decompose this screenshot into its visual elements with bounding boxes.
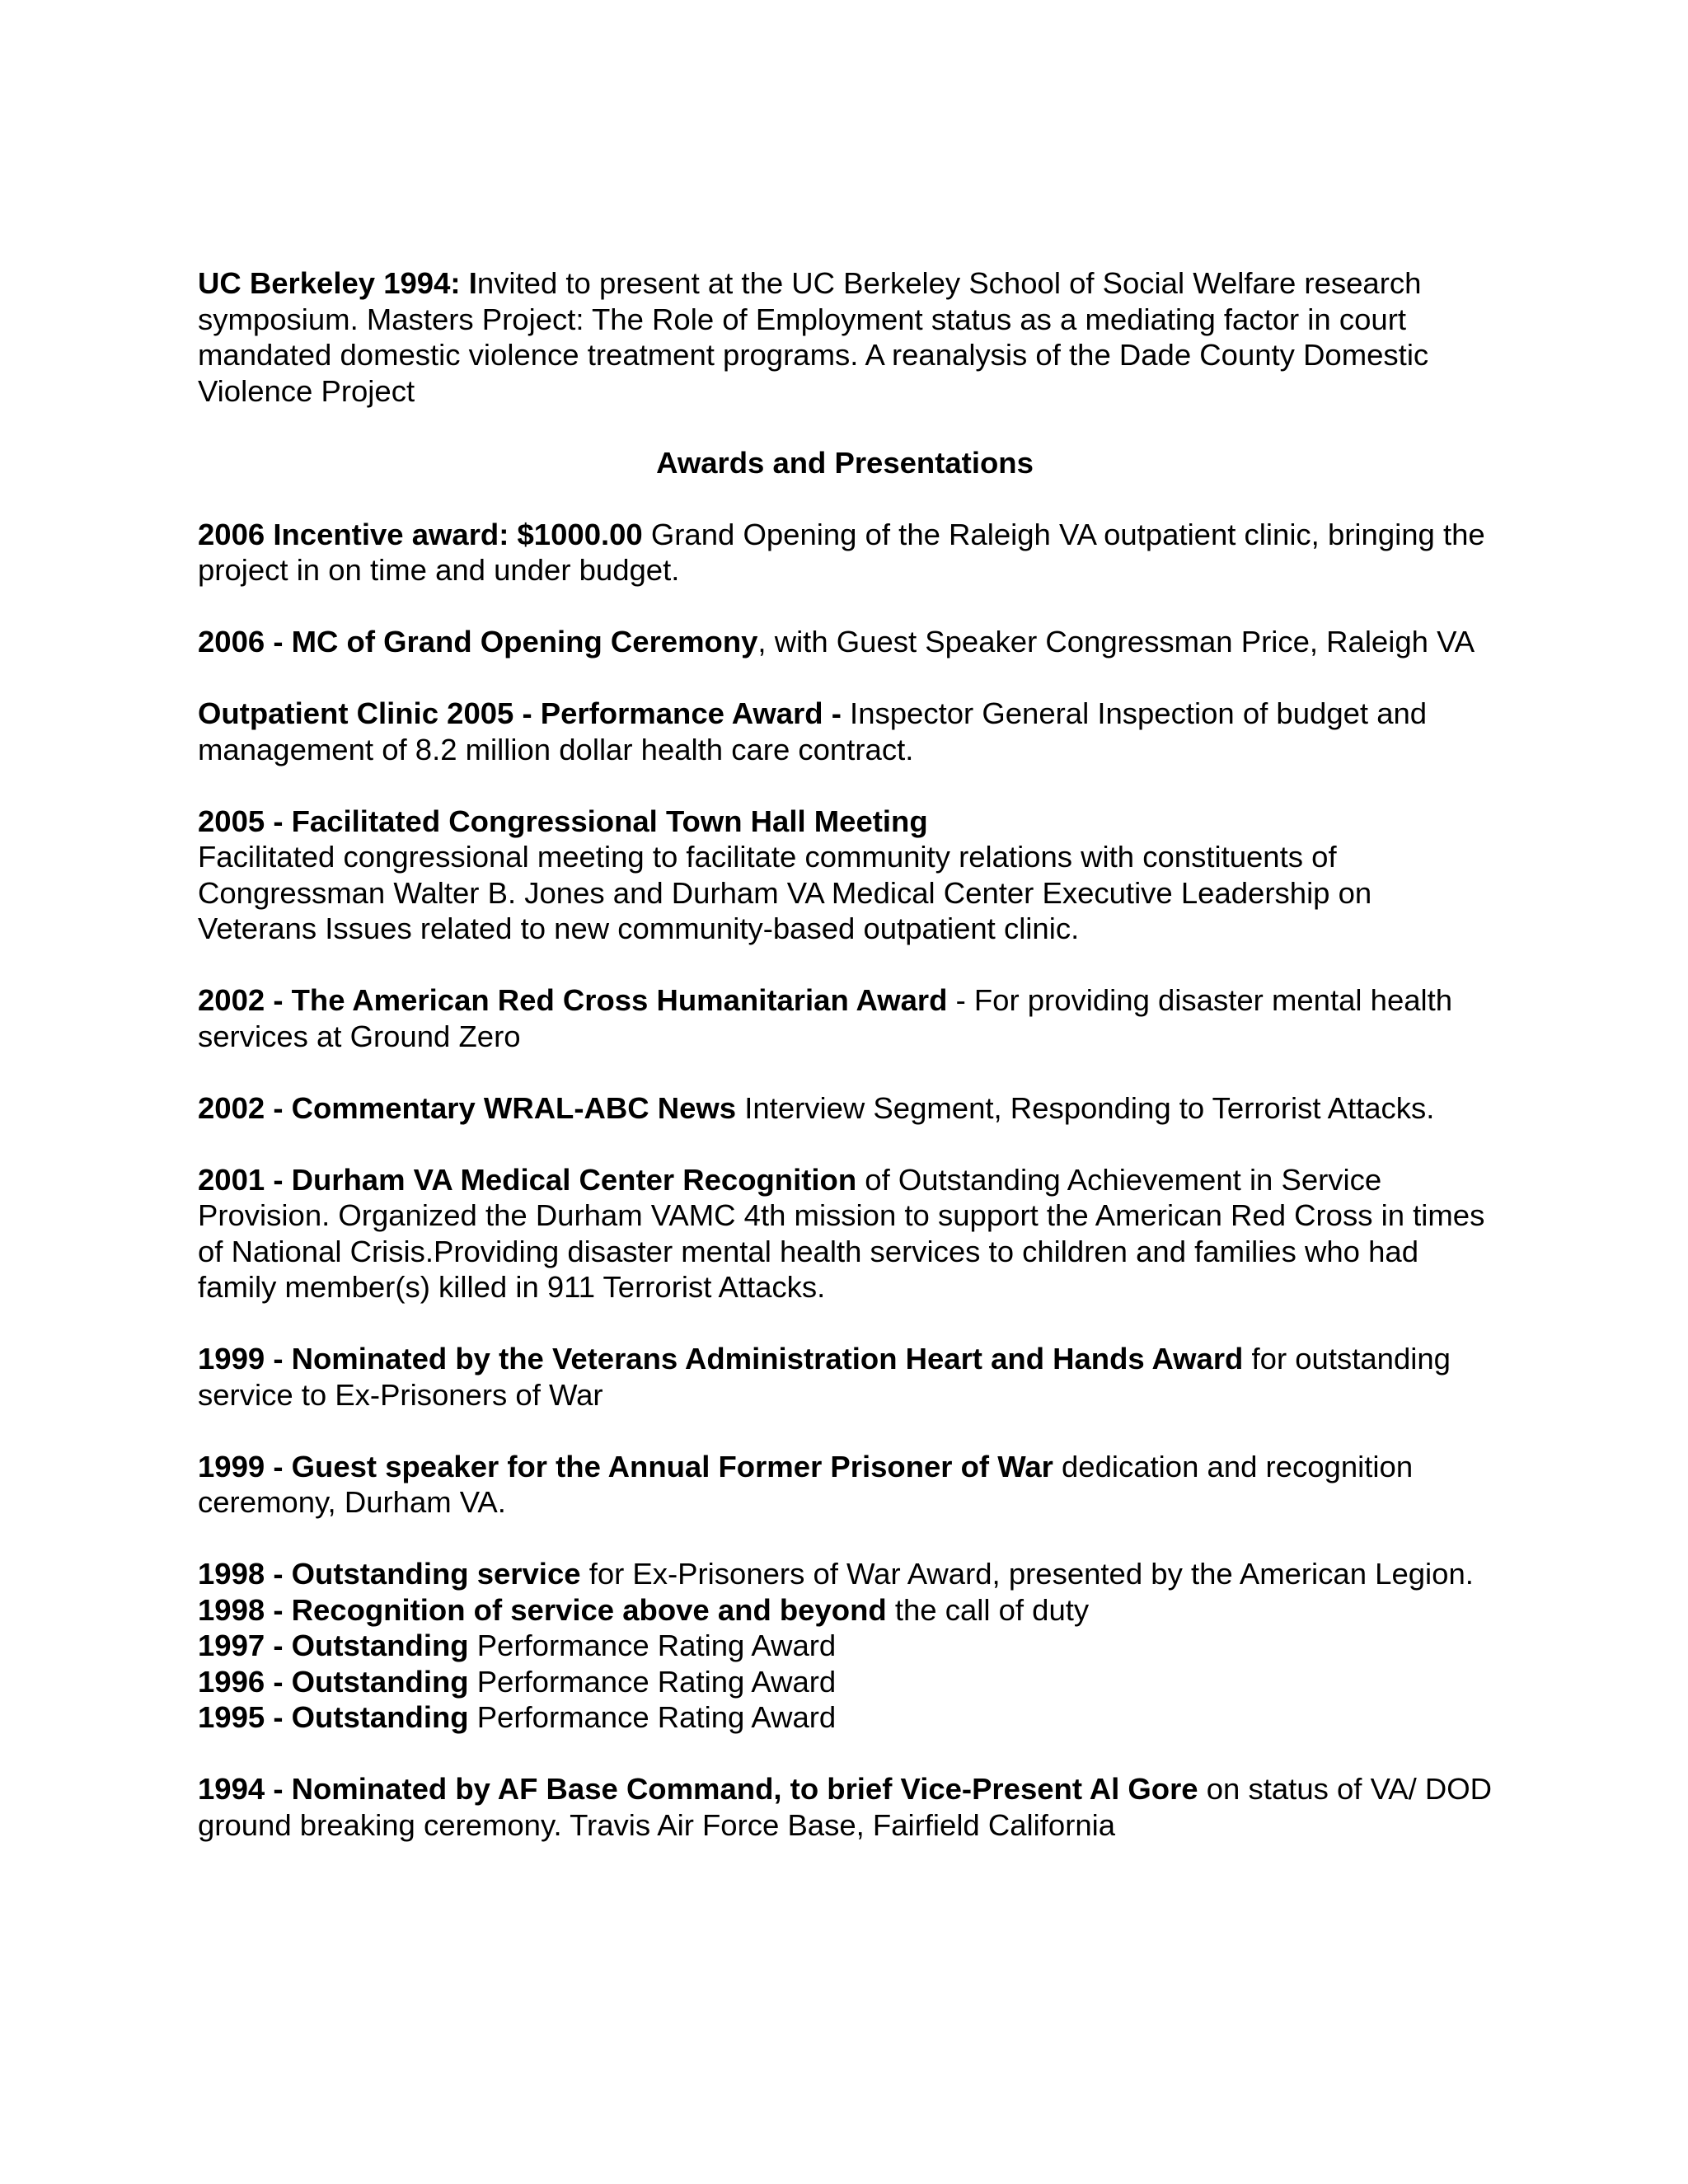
entry-text: the call of duty [886, 1592, 1090, 1627]
entry-bold: 1998 - Outstanding service [198, 1557, 581, 1591]
entry-2006-mc [198, 624, 1492, 660]
entry-text: for outstanding service to Ex-Prisoners of War [198, 1342, 1451, 1412]
entry-2001-durham [198, 1162, 1492, 1305]
section-heading: Awards and Presentations [656, 445, 1034, 480]
intro-bold: UC Berkeley 1994: I [198, 266, 477, 300]
entry-text: on status of VA/ DOD ground breaking ceremony. Travis Air Force Base, Fairfield California [198, 1772, 1492, 1842]
entry-2002-red-cross [198, 982, 1492, 1054]
entry-2005-performance [198, 696, 1492, 767]
entry-bold: 1999 - Guest speaker for the Annual Former Prisoner of War [198, 1449, 1053, 1483]
entry-bold: 2002 - Commentary WRAL-ABC News [198, 1090, 737, 1125]
entry-text: , with Guest Speaker Congressman Price, Raleigh VA [757, 625, 1475, 658]
intro-text: nvited to present at the UC Berkeley School of Social Welfare research symposium. Masters Project: The Role of Employment status as a mediating factor in court mandated domestic violence treatment programs. A reanalysis of the Dade County Domestic Violence Project [198, 266, 1429, 408]
entry-bold: 1994 - Nominated by AF Base Command, to brief Vice-Present Al Gore [198, 1772, 1198, 1806]
entry-text: Grand Opening of the Raleigh VA outpatient clinic, bringing the project in on time and under budget. [198, 517, 1485, 587]
entry-bold: 2006 - MC of Grand Opening Ceremony [198, 625, 758, 658]
entry-1997-outstanding [198, 1628, 1492, 1664]
entry-text: for Ex-Prisoners of War Award, presented by the American Legion. [580, 1557, 1474, 1591]
entry-1995-outstanding [198, 1699, 1492, 1736]
entry-text: Performance Rating Award [468, 1664, 837, 1699]
entry-text: Performance Rating Award [468, 1700, 837, 1734]
document-body [198, 265, 1492, 1879]
entry-text: Interview Segment, Responding to Terrorist Attacks. [736, 1090, 1435, 1125]
entry-2005-town-hall [198, 804, 1492, 947]
entry-bold: 1996 - Outstanding [198, 1664, 469, 1699]
entry-bold: 1995 - Outstanding [198, 1700, 469, 1734]
entry-1998-outstanding [198, 1556, 1492, 1592]
entry-bold: 2002 - The American Red Cross Humanitarian Award [198, 983, 948, 1017]
entry-bold: 1997 - Outstanding [198, 1629, 469, 1662]
entry-1994-nominated [198, 1771, 1492, 1843]
intro-paragraph [198, 265, 1492, 409]
entry-text: dedication and recognition ceremony, Durham VA. [198, 1449, 1414, 1519]
entry-bold: 1999 - Nominated by the Veterans Administration Heart and Hands Award [198, 1342, 1244, 1376]
entry-bold: Outpatient Clinic 2005 - Performance Award - [198, 696, 851, 730]
entry-1999-guest-speaker [198, 1449, 1492, 1521]
entry-bold: 2006 Incentive award: $1000.00 [198, 517, 643, 551]
entry-bold: 1998 - Recognition of service above and beyond [198, 1592, 887, 1627]
entry-2006-incentive [198, 517, 1492, 588]
entry-text: Inspector General Inspection of budget and management of 8.2 million dollar health care contract. [198, 696, 1428, 766]
entry-1999-nominated [198, 1341, 1492, 1413]
entry-2002-wral [198, 1090, 1492, 1127]
entry-text: Performance Rating Award [468, 1629, 837, 1662]
entry-bold: 2005 - Facilitated Congressional Town Hall Meeting [198, 804, 928, 838]
entry-text: Facilitated congressional meeting to facilitate community relations with constituents of Congressman Walter B. Jones and Durham VA Medical Center Executive Leadership on Veterans Issues related to new community-based outpatient clinic. [198, 840, 1372, 945]
entry-text: of Outstanding Achievement in Service Provision. Organized the Durham VAMC 4th mission to support the American Red Cross in times of National Crisis.Providing disaster mental health services to children and families who had family member(s) killed in 911 Terrorist Attacks. [198, 1162, 1485, 1304]
entry-text: - For providing disaster mental health services at Ground Zero [198, 983, 1453, 1053]
entry-1998-recognition [198, 1592, 1492, 1629]
entry-1996-outstanding [198, 1664, 1492, 1700]
entry-bold: 2001 - Durham VA Medical Center Recognition [198, 1162, 857, 1197]
